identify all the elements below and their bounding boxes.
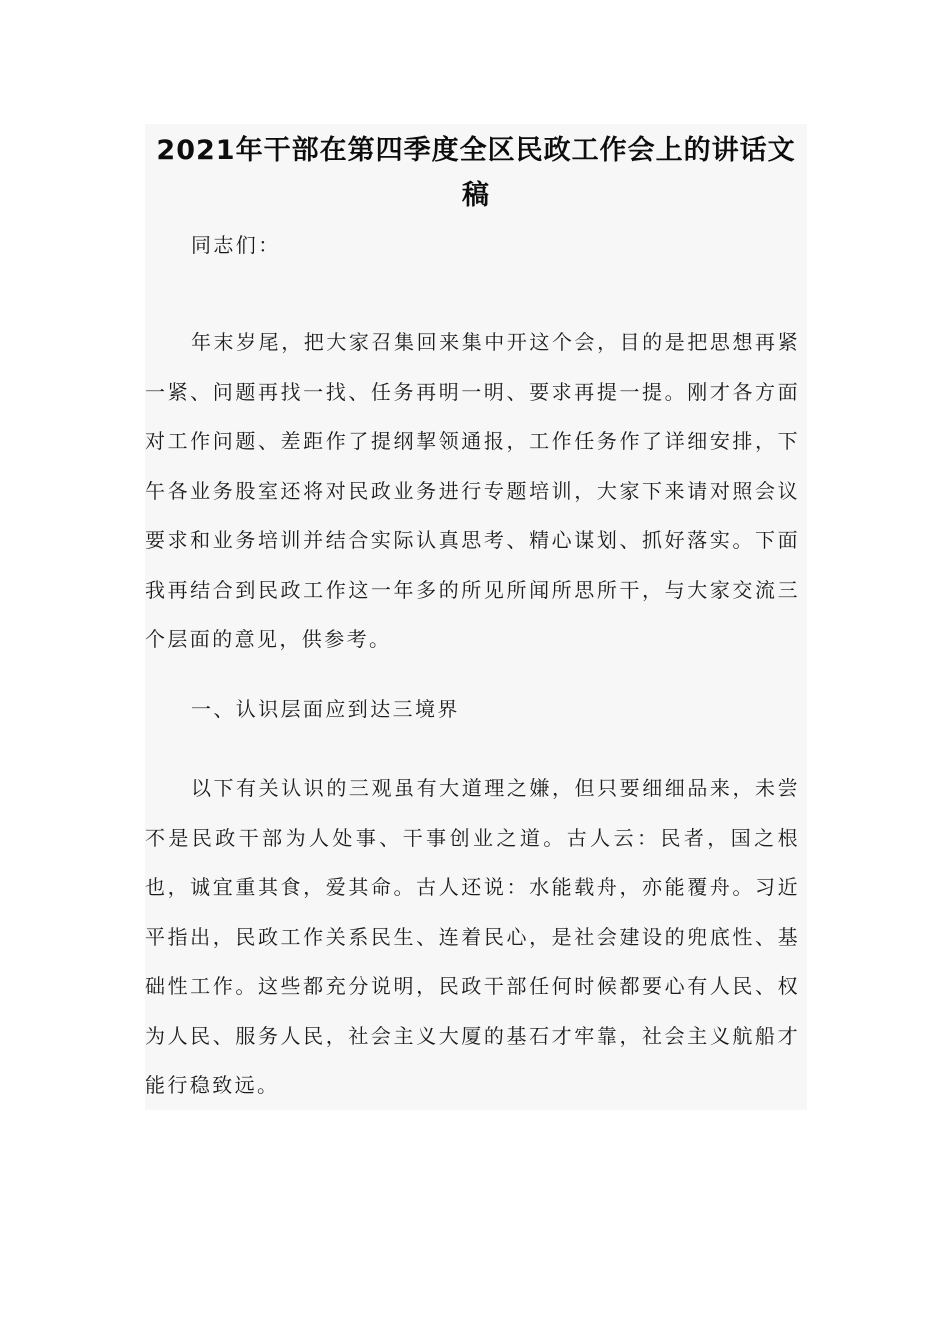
greeting: 同志们： [191, 233, 281, 257]
paragraph-intro: 年末岁尾，把大家召集回来集中开这个会，目的是把思想再紧一紧、问题再找一找、任务再明一明、要求再提一提。刚才各方面对工作问题、差距作了提纲挈领通报，工作任务作了详细安排，下午各业务股室还将对民政业务进行专题培训，大家下来请对照会议要求和业务培训并结合实际认真思考、精心谋划、抓好落实。下面我再结合到民政工作这一年多的所见所闻所思所干，与大家交流三个层面的意见，供参考。 [145, 330, 800, 651]
section-heading-1: 一、认识层面应到达三境界 [191, 697, 460, 721]
paragraph-section-1: 以下有关认识的三观虽有大道理之嫌，但只要细细品来，未尝不是民政干部为人处事、干事创业之道。古人云：民者，国之根也，诚宜重其食，爱其命。古人还说：水能载舟，亦能覆舟。习近平指出，民政工作关系民生、连着民心，是社会建设的兜底性、基础性工作。这些都充分说明，民政干部任何时候都要心有人民、权为人民、服务人民，社会主义大厦的基石才牢靠，社会主义航船才能行稳致远。 [145, 776, 800, 1097]
document-title: 2021年干部在第四季度全区民政工作会上的讲话文稿 [156, 135, 796, 211]
